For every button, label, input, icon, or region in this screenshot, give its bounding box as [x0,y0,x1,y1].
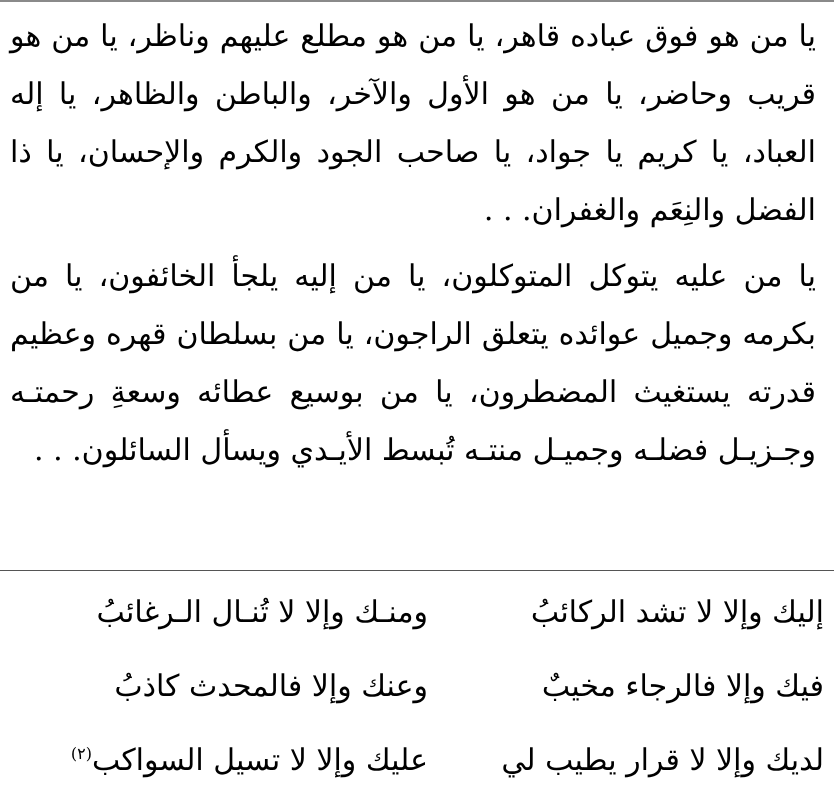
verse-first-hemistich: إليك وإلا لا تشد الركائبُ [530,595,824,630]
verse-second-hemistich: ومنـك وإلا لا تُنـال الـرغائبُ [96,595,428,630]
paragraph-2: يا من عليه يتوكل المتوكلون، يا من إليه يلجأ الخائفون، يا من بكرمه وجميل عوائده يتعلق الراجون، يا من بسلطان قهره وعظيم قدرته يستغيث المضطرون، يا من بوسيع عطائه وسعةِ رحمتـه وجـزيـل فضلـه وجميـل منتـه تُبسط الأيـدي ويسأل السائلون. . . [10,259,816,468]
paragraph-1: يا من هو فوق عباده قاهر، يا من هو مطلع عليهم وناظر، يا من هو قريب وحاضر، يا من هو الأول والآخر، والباطن والظاهر، يا إله العباد، يا كريم يا جواد، يا صاحب الجود والكرم والإحسان، يا ذا الفضل والنِعَم والغفران. . . [10,19,816,228]
section-divider [0,570,834,571]
verse-second-hemistich: وعنك وإلا فالمحدث كاذبُ [114,669,428,704]
verse-first-hemistich: فيك وإلا فالرجاء مخيبٌ [541,669,824,704]
verse-second-hemistich [8,739,428,783]
verse-row [0,724,834,798]
verse-row [0,576,834,650]
footnote-marker[interactable]: (٢) [70,744,92,763]
poem-block [0,576,834,798]
top-rule [0,0,834,2]
prose-block [10,8,816,480]
verse-second-text: عليك وإلا لا تسيل السواكب [91,743,428,778]
verse-row [0,650,834,724]
verse-first-hemistich: لديك وإلا لا قرار يطيب لي [501,743,824,778]
